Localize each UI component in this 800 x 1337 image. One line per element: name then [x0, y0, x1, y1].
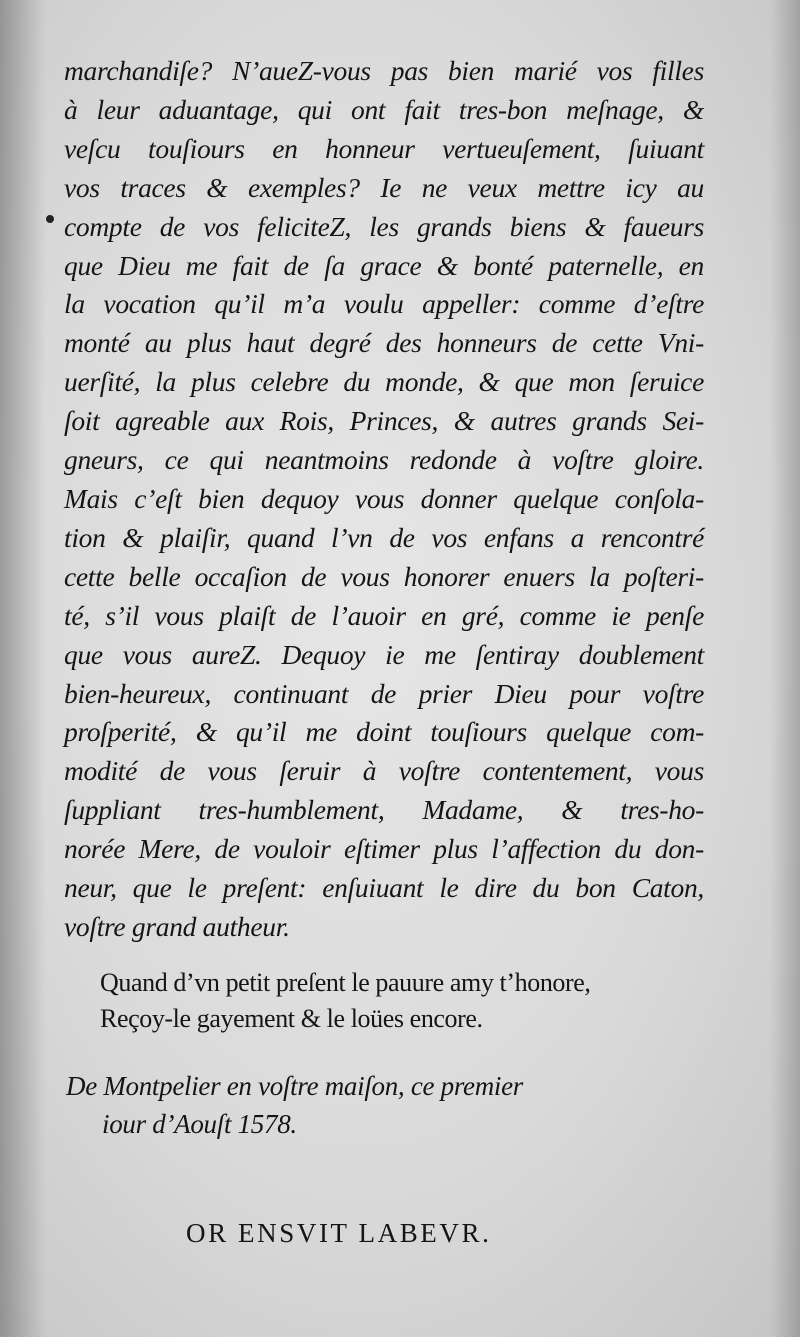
body-line: norée Mere, de vouloir eſtimer plus l’affection du don- [64, 833, 704, 865]
verse-line: Quand d’vn petit preſent le pauure amy t’honore, [100, 968, 591, 997]
body-line: neur, que le preſent: enſuiuant le dire du bon Caton, [64, 872, 704, 904]
body-line: ſuppliant tres-humblement, Madame, & tres-ho- [64, 794, 704, 826]
page-edge-shadow [770, 0, 800, 1337]
body-line: tion & plaiſir, quand l’vn de vos enfans a rencontré [64, 521, 704, 553]
body-line: modité de vous ſeruir à voſtre contentement, vous [64, 755, 704, 787]
gutter-shadow [0, 0, 46, 1337]
body-line: uerſité, la plus celebre du monde, & que mon ſeruice [64, 366, 704, 398]
body-line: que Dieu me fait de ſa grace & bonté paternelle, en [64, 249, 704, 281]
dateline-date: iour d’Aouſt 1578. [102, 1109, 297, 1139]
body-line: marchandiſe? N’aueZ-vous pas bien marié vos filles [64, 55, 704, 86]
body-line: vos traces & exemples? Ie ne veux mettre icy au [64, 171, 704, 203]
body-line: compte de vos feliciteZ, les grands biens & faueurs [64, 210, 704, 242]
body-line: gneurs, ce qui neantmoins redonde à voſtre gloire. [64, 444, 704, 476]
body-line: té, s’il vous plaiſt de l’auoir en gré, comme ie penſe [64, 599, 704, 631]
verse-line: Reçoy-le gayement & le loües encore. [100, 1004, 483, 1033]
verse-couplet [100, 965, 591, 1037]
body-line: veſcu touſiours en honneur vertueuſement, ſuiuant [64, 132, 704, 164]
body-line: ſoit agreable aux Rois, Princes, & autres grands Sei- [64, 405, 704, 437]
body-line: Mais c’eſt bien dequoy vous donner quelque conſola- [64, 482, 704, 514]
dateline-place: De Montpelier en voſtre maiſon, ce premier [66, 1071, 524, 1101]
body-line: la vocation qu’il m’a voulu appeller: comme d’eſtre [64, 288, 704, 320]
body-line: que vous aureZ. Dequoy ie me ſentiray doublement [64, 638, 704, 670]
body-line: monté au plus haut degré des honneurs de cette Vni- [64, 327, 704, 359]
dateline [66, 1067, 523, 1143]
body-line: bien-heureux, continuant de prier Dieu pour voſtre [64, 677, 704, 709]
margin-mark [46, 215, 54, 223]
letter-body [64, 52, 704, 947]
body-line: proſperité, & qu’il me doint touſiours quelque com- [64, 716, 704, 748]
section-heading: OR ENSVIT LABEVR. [186, 1218, 492, 1248]
body-line: à leur aduantage, qui ont fait tres-bon meſnage, & [64, 93, 704, 125]
body-line: cette belle occaſion de vous honorer enuers la poſteri- [64, 560, 704, 592]
body-line: voſtre grand autheur. [64, 910, 290, 942]
